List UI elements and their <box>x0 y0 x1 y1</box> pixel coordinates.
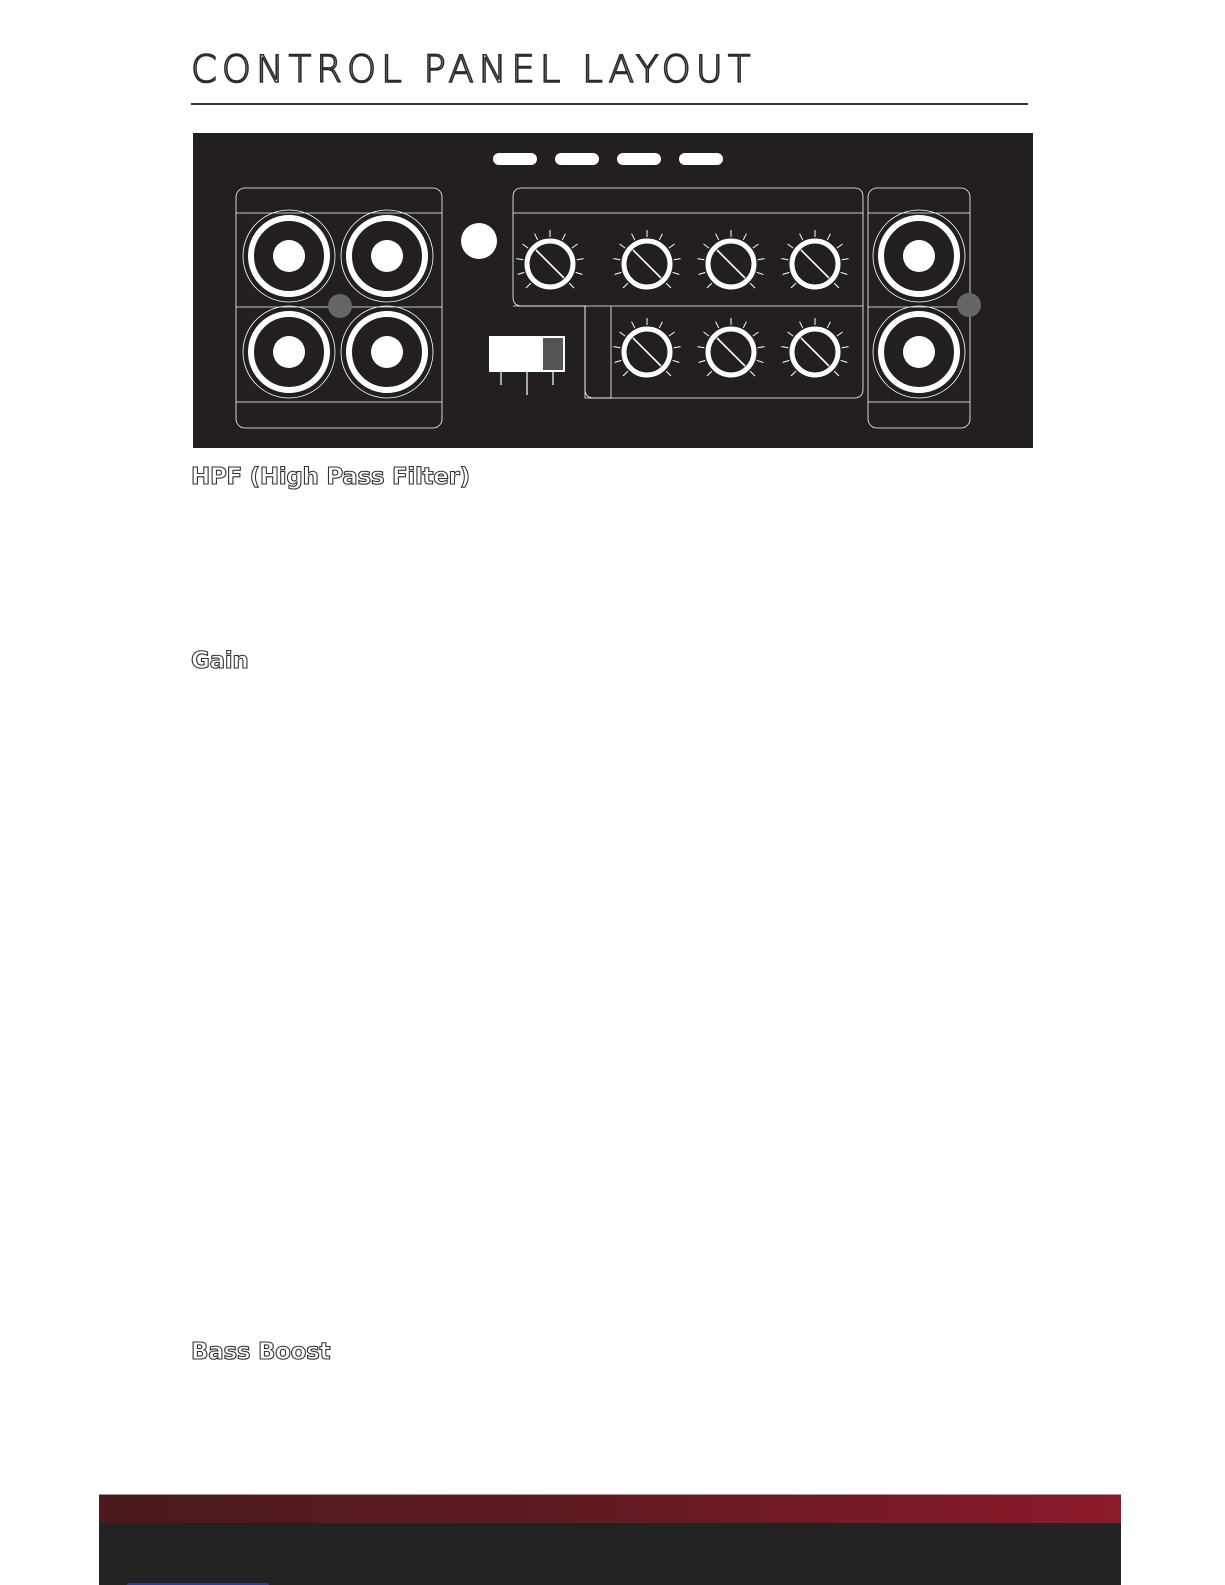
status-led-2 <box>555 153 599 165</box>
input-indicator-led <box>328 294 352 318</box>
rca-jack-input-3-pin <box>273 336 305 368</box>
footer-accent-stripe <box>99 1494 1121 1523</box>
power-indicator <box>461 223 497 259</box>
output-indicator-led <box>957 293 981 317</box>
rca-jack-input-1-pin <box>273 240 305 272</box>
rca-jack-output-1-pin <box>903 240 935 272</box>
footer-bar <box>99 1494 1121 1585</box>
status-led-3 <box>617 153 661 165</box>
section-heading-bass-boost: Bass Boost <box>191 1339 331 1365</box>
status-led-4 <box>679 153 723 165</box>
rca-jack-output-2-pin <box>903 336 935 368</box>
control-panel-diagram <box>193 133 1033 448</box>
page-title: CONTROL PANEL LAYOUT <box>191 48 756 91</box>
crossover-switch-slider[interactable] <box>543 338 563 370</box>
section-heading-hpf: HPF (High Pass Filter) <box>191 464 470 490</box>
status-led-1 <box>493 153 537 165</box>
rca-jack-input-4-pin <box>371 336 403 368</box>
section-heading-gain: Gain <box>191 648 249 674</box>
title-divider <box>191 103 1028 105</box>
rca-jack-input-2-pin <box>371 240 403 272</box>
